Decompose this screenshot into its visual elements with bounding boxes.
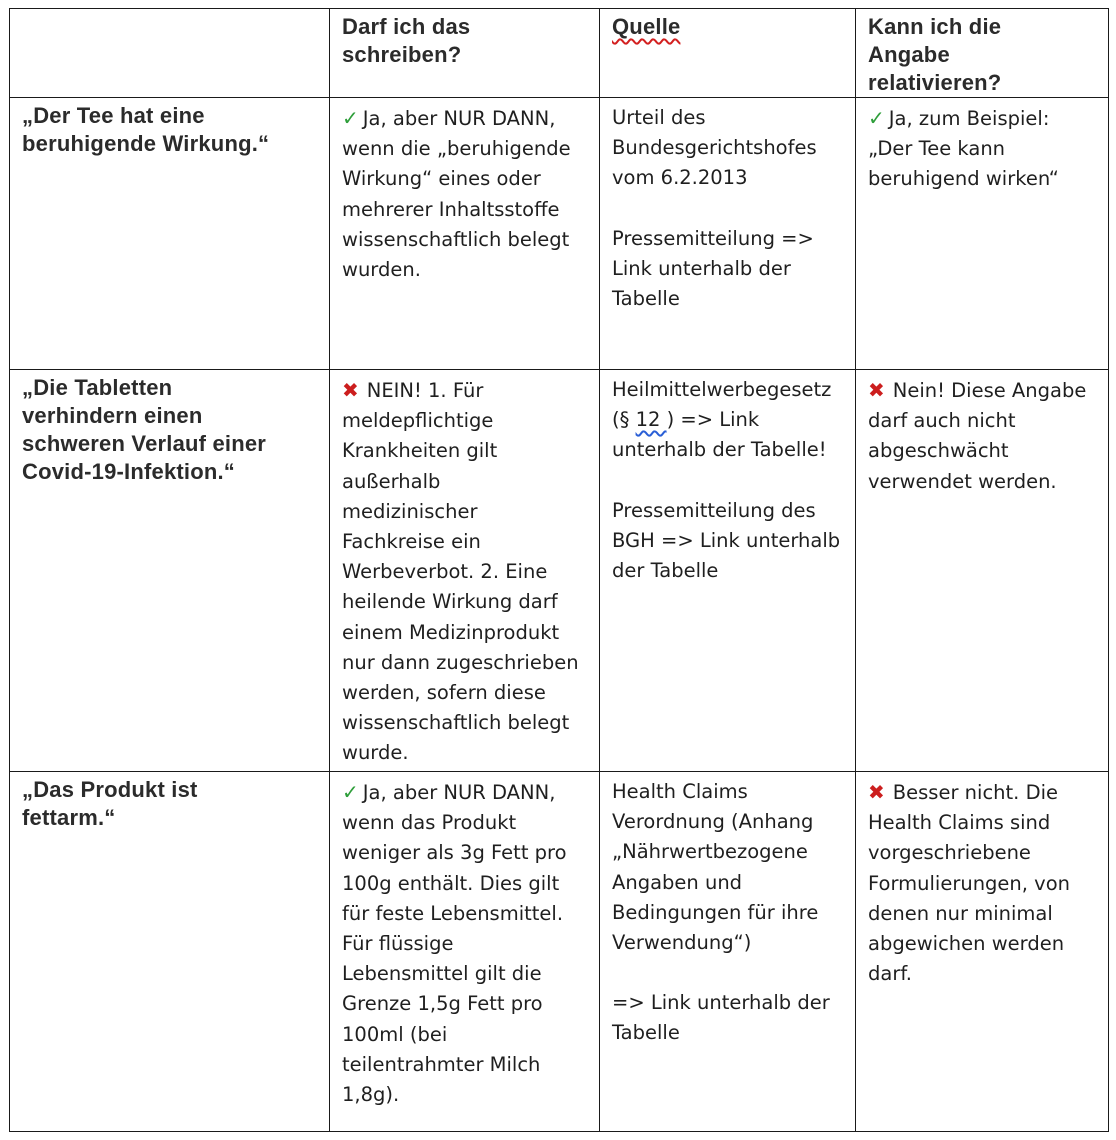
relativize-line: denen nur minimal: [868, 901, 1053, 925]
allowed-line: für feste Lebensmittel.: [342, 901, 564, 925]
relativize-line: Formulierungen, von: [868, 871, 1071, 895]
source-line: Angaben und: [612, 870, 743, 894]
header-source: Quelle: [612, 14, 681, 39]
relativize-line: verwendet werden.: [868, 469, 1057, 493]
source-line: Verwendung“): [612, 931, 752, 955]
header-allowed-line: Darf ich das: [342, 14, 471, 39]
allowed-line: Für flüssige: [342, 932, 454, 956]
allowed-line: weniger als 3g Fett pro: [342, 841, 567, 865]
allowed-line: außerhalb: [342, 469, 441, 493]
allowed-cell: [330, 772, 600, 1132]
source-line: Pressemitteilung =>: [612, 226, 814, 250]
header-cell-allowed: [330, 9, 600, 98]
allowed-line: Krankheiten gilt: [342, 439, 498, 463]
allowed-line: einem Medizinprodukt: [342, 620, 560, 644]
source-line: Bedingungen für ihre: [612, 900, 819, 924]
source-part: ) => Link: [666, 408, 760, 432]
check-icon: ✓: [868, 106, 885, 130]
allowed-line: Ja, aber NUR DANN,: [362, 781, 556, 804]
header-cell-relativize: [856, 9, 1109, 98]
relativize-cell: [856, 370, 1109, 772]
claim-line: beruhigende Wirkung.“: [22, 131, 270, 156]
source-cell: [600, 370, 856, 772]
allowed-line: nur dann zugeschrieben: [342, 650, 579, 674]
allowed-line: teilentrahmter Milch: [342, 1052, 541, 1076]
claim-line: „Das Produkt ist: [22, 777, 198, 802]
allowed-line: Wirkung“ eines oder: [342, 167, 541, 191]
claim-line: „Der Tee hat eine: [22, 103, 205, 128]
claim-line: verhindern einen: [22, 403, 203, 428]
claim-line: Covid-19-Infektion.“: [22, 459, 236, 484]
source-line: Link unterhalb der: [612, 256, 791, 280]
allowed-line: NEIN! 1. Für: [366, 379, 484, 402]
relativize-line: Health Claims sind: [868, 811, 1051, 835]
allowed-line: wenn die „beruhigende: [342, 137, 571, 161]
allowed-line: Fachkreise ein: [342, 530, 481, 554]
check-icon: ✓: [342, 106, 359, 130]
allowed-cell: [330, 98, 600, 370]
allowed-line: wurden.: [342, 258, 421, 282]
allowed-line: wissenschaftlich belegt: [342, 227, 570, 251]
relativize-line: Ja, zum Beispiel:: [888, 107, 1050, 130]
claim-line: „Die Tabletten: [22, 375, 173, 400]
cross-icon: ✖: [868, 378, 885, 402]
source-line: => Link unterhalb der: [612, 991, 830, 1015]
relativize-line: beruhigend wirken“: [868, 167, 1059, 191]
allowed-line: mehrerer Inhaltsstoffe: [342, 197, 560, 221]
relativize-line: darf auch nicht: [868, 409, 1016, 433]
claims-table: [9, 8, 1109, 1132]
source-line: Verordnung (Anhang: [612, 810, 814, 834]
allowed-line: Grenze 1,5g Fett pro: [342, 992, 543, 1016]
allowed-line: werden, sofern diese: [342, 681, 546, 705]
header-relativize-line: Angabe: [868, 42, 950, 67]
header-cell-source: [600, 9, 856, 98]
claim-cell: [10, 772, 330, 1132]
allowed-line: Lebensmittel gilt die: [342, 962, 542, 986]
source-line: Tabelle: [612, 1021, 680, 1045]
allowed-line: wenn das Produkt: [342, 811, 517, 835]
source-line: BGH => Link unterhalb: [612, 528, 841, 552]
header-relativize-line: relativieren?: [868, 70, 1002, 95]
relativize-line: darf.: [868, 962, 912, 986]
source-line: Health Claims: [612, 780, 748, 803]
cross-icon: ✖: [868, 780, 885, 804]
source-line: Urteil des: [612, 106, 706, 129]
allowed-line: 1,8g).: [342, 1083, 400, 1107]
allowed-line: Werbeverbot. 2. Eine: [342, 560, 548, 584]
source-line: Heilmittelwerbegesetz: [612, 378, 832, 401]
header-cell-empty: [10, 9, 330, 98]
relativize-line: Nein! Diese Angabe: [892, 379, 1087, 402]
source-part: (§: [612, 408, 636, 432]
table-row: [10, 98, 1109, 370]
allowed-line: wurde.: [342, 741, 409, 765]
source-line: der Tabelle: [612, 559, 719, 583]
claim-line: fettarm.“: [22, 805, 116, 830]
source-line: Pressemitteilung des: [612, 498, 816, 522]
allowed-line: Ja, aber NUR DANN,: [362, 107, 556, 130]
source-cell: [600, 772, 856, 1132]
relativize-line: abgeschwächt: [868, 439, 1009, 463]
relativize-line: „Der Tee kann: [868, 137, 1006, 161]
relativize-cell: [856, 772, 1109, 1132]
allowed-line: heilende Wirkung darf: [342, 590, 558, 614]
cross-icon: ✖: [342, 378, 359, 402]
allowed-line: meldepflichtige: [342, 409, 494, 433]
allowed-line: wissenschaftlich belegt: [342, 711, 570, 735]
header-allowed-line: schreiben?: [342, 42, 462, 67]
allowed-line: 100ml (bei: [342, 1022, 448, 1046]
relativize-line: Besser nicht. Die: [892, 781, 1059, 804]
table-row: [10, 370, 1109, 772]
relativize-cell: [856, 98, 1109, 370]
claim-line: schweren Verlauf einer: [22, 431, 267, 456]
relativize-line: vorgeschriebene: [868, 841, 1031, 865]
check-icon: ✓: [342, 780, 359, 804]
table-header-row: [10, 9, 1109, 98]
source-line: Bundesgerichtshofes: [612, 136, 817, 160]
claim-cell: [10, 370, 330, 772]
allowed-line: medizinischer: [342, 499, 478, 523]
source-cell: [600, 98, 856, 370]
relativize-line: abgewichen werden: [868, 932, 1065, 956]
source-line: „Nährwertbezogene: [612, 840, 808, 864]
source-line: vom 6.2.2013: [612, 166, 748, 190]
claim-cell: [10, 98, 330, 370]
allowed-cell: [330, 370, 600, 772]
source-line: Tabelle: [612, 287, 680, 311]
allowed-line: 100g enthält. Dies gilt: [342, 871, 560, 895]
paragraph-number: 12: [635, 408, 667, 432]
table-row: [10, 772, 1109, 1132]
source-line: unterhalb der Tabelle!: [612, 438, 827, 462]
header-relativize-line: Kann ich die: [868, 14, 1002, 39]
